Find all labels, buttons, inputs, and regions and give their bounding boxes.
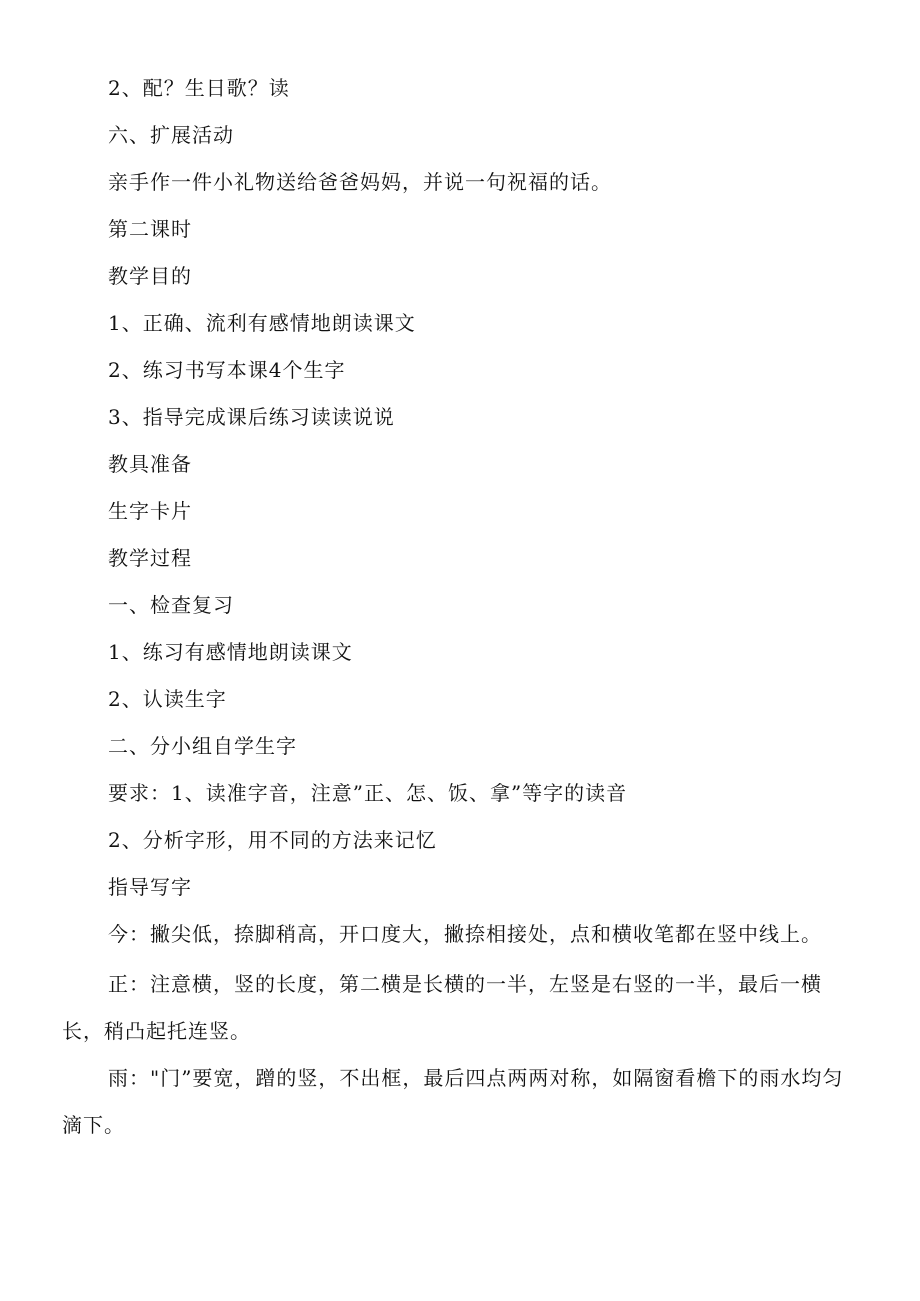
paragraph: 正：注意横，竖的长度，第二横是长横的一半，左竖是右竖的一半，最后一横长，稍凸起托连竖。	[62, 972, 822, 1043]
text-line: 今：撇尖低，捺脚稍高，开口度大，撇捺相接处，点和横收笔都在竖中线上。	[108, 922, 822, 946]
section-heading: 六、扩展活动	[108, 123, 234, 147]
section-heading: 指导写字	[108, 875, 192, 899]
section-heading: 教学过程	[108, 546, 192, 570]
section-heading: 教学目的	[108, 264, 192, 288]
section-heading: 教具准备	[108, 452, 192, 476]
text-line: 1、练习有感情地朗读课文	[108, 640, 353, 664]
section-heading: 一、检查复习	[108, 593, 234, 617]
paragraph: 雨："门”要宽，蹭的竖，不出框，最后四点两两对称，如隔窗看檐下的雨水均匀滴下。	[62, 1066, 844, 1137]
text-line: 1、正确、流利有感情地朗读课文	[108, 311, 416, 335]
text-line: 3、指导完成课后练习读读说说	[108, 405, 395, 429]
text-line: 2、配？生日歌？读	[108, 76, 290, 100]
text-line: 2、认读生字	[108, 687, 227, 711]
text-line: 2、练习书写本课4个生字	[108, 358, 346, 382]
section-heading: 第二课时	[108, 217, 192, 241]
text-line: 2、分析字形，用不同的方法来记忆	[108, 828, 437, 852]
text-line: 亲手作一件小礼物送给爸爸妈妈，并说一句祝福的话。	[108, 170, 612, 194]
text-line: 要求：1、读准字音，注意”正、怎、饭、拿”等字的读音	[108, 781, 628, 805]
section-heading: 二、分小组自学生字	[108, 734, 297, 758]
text-line: 生字卡片	[108, 499, 192, 523]
